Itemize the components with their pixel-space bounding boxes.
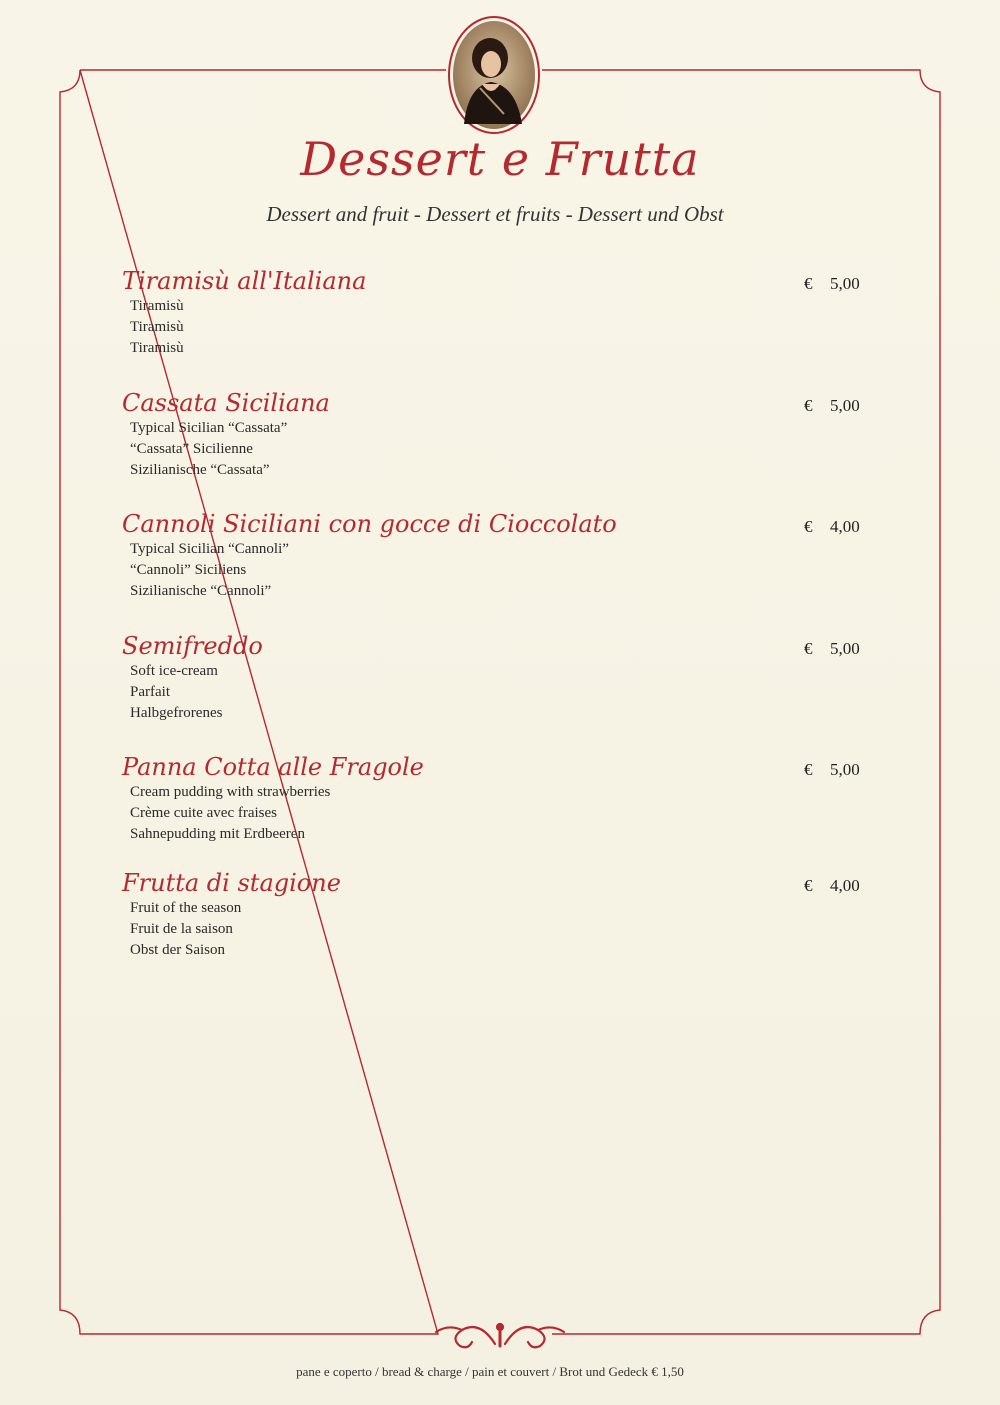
item-description: [130, 661, 882, 724]
item-description: [130, 898, 882, 961]
price-value: 5,00: [830, 760, 860, 779]
item-name: Cannoli Siciliani con gocce di Cioccolato: [122, 510, 617, 538]
menu-item: [122, 388, 882, 481]
price-value: 5,00: [830, 396, 860, 415]
scroll-ornament-icon: [436, 1324, 564, 1347]
desc-line: “Cassata” Sicilienne: [130, 441, 253, 457]
desc-line: Halbgefrorenes: [130, 705, 223, 721]
desc-line: Sizilianische “Cassata”: [130, 462, 270, 478]
menu-item: [122, 631, 882, 724]
desc-line: Fruit de la saison: [130, 921, 233, 937]
desc-line: Soft ice-cream: [130, 663, 218, 679]
desc-line: Obst der Saison: [130, 942, 225, 958]
menu-item: [122, 868, 882, 961]
item-price: [804, 760, 864, 780]
cover-charge-note: pane e coperto / bread & charge / pain et couvert / Brot und Gedeck € 1,50: [296, 1364, 684, 1379]
price-value: 5,00: [830, 274, 860, 293]
item-name: Frutta di stagione: [122, 869, 341, 897]
price-value: 4,00: [830, 517, 860, 536]
item-name: Cassata Siciliana: [122, 389, 330, 417]
item-price: [804, 876, 864, 896]
desc-line: Typical Sicilian “Cassata”: [130, 420, 288, 436]
item-description: [130, 418, 882, 481]
desc-line: Crème cuite avec fraises: [130, 805, 278, 821]
desc-line: Tiramisù: [130, 298, 184, 314]
item-price: [804, 274, 864, 294]
currency-symbol: €: [804, 396, 813, 415]
desc-line: Sizilianische “Cannoli”: [130, 583, 272, 599]
currency-symbol: €: [804, 876, 813, 895]
menu-item: [122, 266, 882, 359]
item-name: Panna Cotta alle Fragole: [122, 753, 424, 781]
desc-line: Typical Sicilian “Cannoli”: [130, 541, 289, 557]
desc-line: Fruit of the season: [130, 900, 242, 916]
menu-item: [122, 752, 882, 845]
item-price: [804, 396, 864, 416]
desc-line: Parfait: [130, 684, 170, 700]
item-name: Semifreddo: [122, 632, 263, 660]
page-title: Dessert e Frutta: [300, 132, 700, 186]
currency-symbol: €: [804, 639, 813, 658]
desc-line: Tiramisù: [130, 340, 184, 356]
page-subtitle: Dessert and fruit - Dessert et fruits - Dessert und Obst: [266, 202, 724, 226]
desc-line: Sahnepudding mit Erdbeeren: [130, 826, 305, 842]
menu-item: [122, 509, 882, 602]
item-description: [130, 296, 882, 359]
desc-line: Cream pudding with strawberries: [130, 784, 331, 800]
price-value: 5,00: [830, 639, 860, 658]
currency-symbol: €: [804, 760, 813, 779]
item-name: Tiramisù all'Italiana: [122, 267, 367, 295]
desc-line: Tiramisù: [130, 319, 184, 335]
desc-line: “Cannoli” Siciliens: [130, 562, 247, 578]
item-description: [130, 539, 882, 602]
price-value: 4,00: [830, 876, 860, 895]
item-price: [804, 517, 864, 537]
woman-portrait-medallion-icon: [446, 14, 542, 136]
item-price: [804, 639, 864, 659]
currency-symbol: €: [804, 517, 813, 536]
currency-symbol: €: [804, 274, 813, 293]
item-description: [130, 782, 882, 845]
